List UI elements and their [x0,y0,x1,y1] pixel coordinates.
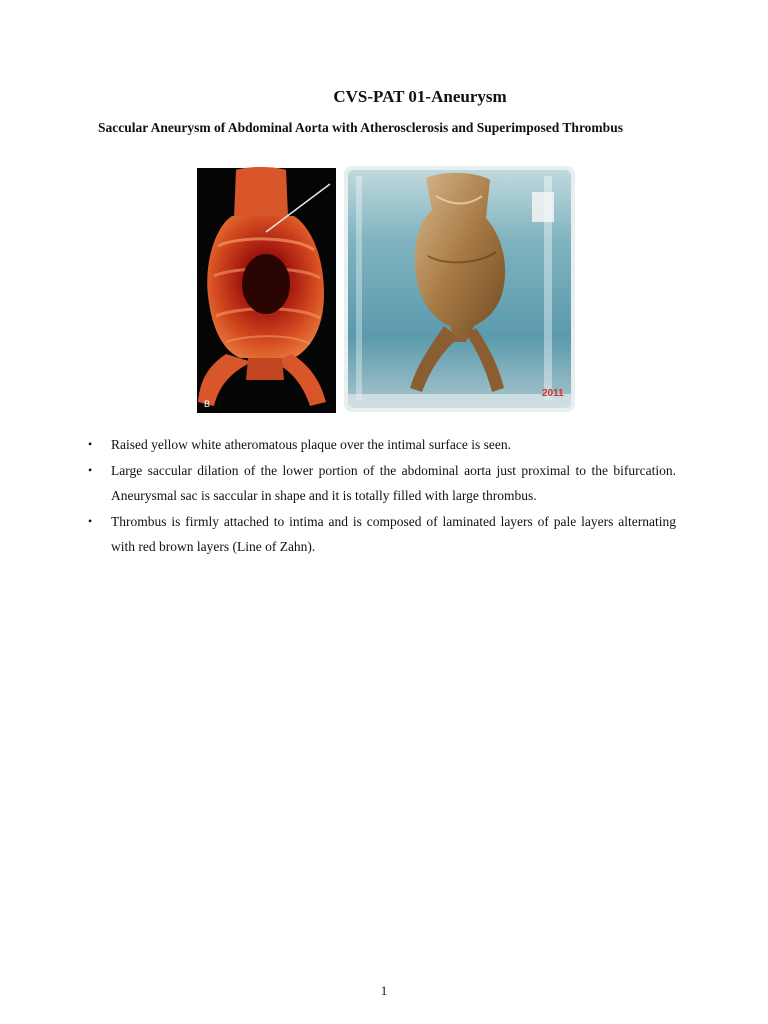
right-photo-label: 2011 [542,388,564,399]
bullet-dot-icon: • [88,513,93,528]
title-container [300,86,540,108]
list-item [88,458,676,509]
list-item [88,432,676,458]
right-specimen-photo [344,166,575,412]
page-title: CVS-PAT 01-Aneurysm [333,87,507,106]
specimen-figure [196,166,576,414]
section-subtitle: Saccular Aneurysm of Abdominal Aorta with Atherosclerosis and Superimposed Thrombus [98,120,623,135]
list-item [88,509,676,560]
list-item-text: Raised yellow white atheromatous plaque over the intimal surface is seen. [111,437,512,452]
left-specimen-photo [197,167,336,413]
list-item-text: Large saccular dilation of the lower portion of the abdominal aorta just proximal to the bifurcation. Aneurysmal sac is saccular in shape and it is totally filled with large thrombus. [111,462,676,503]
left-photo-label: B [204,399,211,409]
page-number: 1 [380,983,388,998]
bullet-dot-icon: • [88,462,93,477]
bullet-list [88,432,676,560]
list-item-text: Thrombus is firmly attached to intima and is composed of laminated layers of pale layers alternating with red brown layers (Line of Zahn). [111,513,676,554]
bullet-dot-icon: • [88,437,93,451]
